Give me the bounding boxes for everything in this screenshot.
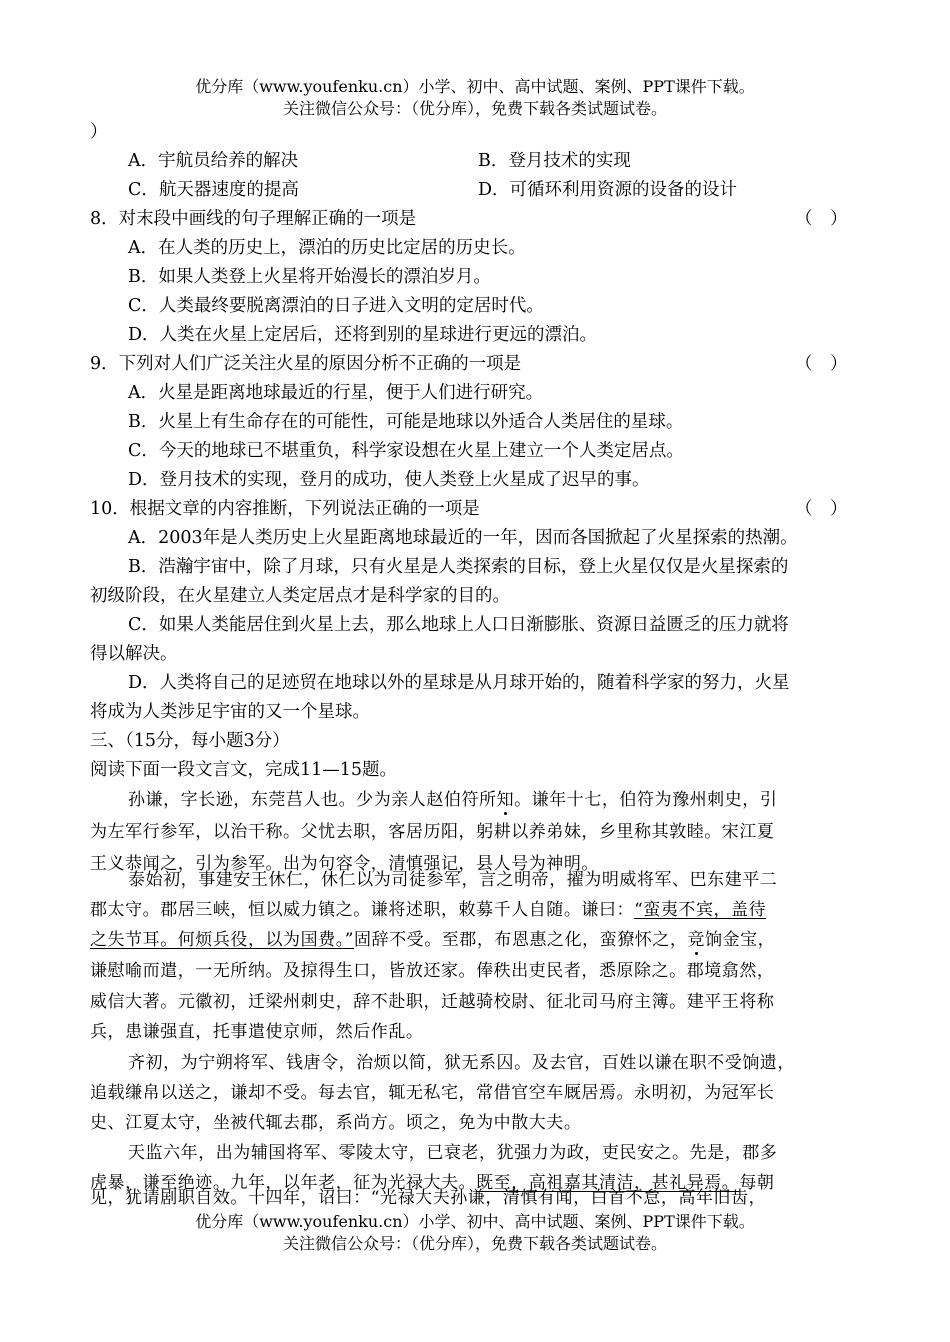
passage-p4-line-3: 见，犹请剧职自效。十四年，诏曰：“光禄大夫孙谦，清慎有闻，白首不怠，高年旧齿， bbox=[90, 1188, 767, 1208]
q8-stem: 8．对末段中画线的句子理解正确的一项是 bbox=[90, 209, 417, 229]
passage-p1-line-2: 为左军行参军，以治干称。父忧去职，客居历阳，躬耕以养弟妹，乡里称其敦睦。宋江夏 bbox=[90, 822, 775, 842]
passage-p2-line-1: 泰始初，事建安王休仁，休仁以为司徒参军，言之明帝，擢为明威将军、巴东建平二 bbox=[128, 870, 778, 890]
q9-answer-paren: （ ） bbox=[795, 354, 848, 374]
q9-option-b: B．火星上有生命存在的可能性，可能是地球以外适合人类居住的星球。 bbox=[128, 412, 684, 432]
passage-p4-line-2: 虎暴，谦至绝迹。九年，以年老，征为光禄大夫。既至，高祖嘉其清洁，甚礼异焉。每朝 bbox=[90, 1173, 775, 1193]
passage-p3-line-2: 追载缣帛以送之，谦却不受。每去官，辄无私宅，常借官空车厩居焉。永明初，为冠军长 bbox=[90, 1083, 775, 1103]
dotted-word-zhi: 知 bbox=[496, 790, 515, 810]
q8-answer-paren: （ ） bbox=[795, 209, 848, 229]
q9-option-a: A．火星是距离地球最近的行星，便于人们进行研究。 bbox=[128, 383, 544, 403]
q9-stem: 9．下列对人们广泛关注火星的原因分析不正确的一项是 bbox=[90, 354, 522, 374]
q9-option-d: D．登月技术的实现，登月的成功，使人类登上火星成了迟早的事。 bbox=[128, 470, 650, 490]
q10-option-d-line-1: D．人类将自己的足迹贸在地球以外的星球是从月球开始的，随着科学家的努力，火星 bbox=[128, 673, 790, 693]
passage-p1-line-1: 孙谦，字长逊，东莞莒人也。少为亲人赵伯符所知。谦年十七，伯符为豫州刺史，引 bbox=[128, 790, 778, 810]
footer-line-2: 关注微信公众号：（优分库），免费下载各类试题试卷。 bbox=[282, 1234, 667, 1253]
q8-option-a: A．在人类的历史上，漂泊的历史比定居的历史长。 bbox=[128, 238, 526, 258]
q10-option-c-line-2: 得以解决。 bbox=[90, 644, 178, 664]
q7-option-b: B．登月技术的实现 bbox=[478, 151, 631, 171]
q7-option-d: D．可循环利用资源的设备的设计 bbox=[478, 180, 738, 200]
q10-option-a: A．2003年是人类历史上火星距离地球最近的一年，因而各国掀起了火星探索的热潮。 bbox=[128, 528, 798, 548]
passage-p1-line-3: 王义恭闻之，引为参军。出为句容令，清慎强记，县人号为神明。 bbox=[90, 854, 599, 874]
q10-option-b-line-2: 初级阶段，在火星建立人类定居点才是科学家的目的。 bbox=[90, 586, 510, 606]
q7-option-c: C．航天器速度的提高 bbox=[128, 180, 299, 200]
q10-option-b-line-1: B．浩瀚宇宙中，除了月球，只有火星是人类探索的目标，登上火星仅仅是火星探索的 bbox=[128, 557, 789, 577]
passage-p2-line-4: 谦慰喻而遣，一无所纳。及掠得生口，皆放还家。俸秩出吏民者，悉原除之。郡境翕然， bbox=[90, 961, 775, 981]
dotted-word-jing: 竞 bbox=[687, 930, 706, 950]
q10-option-d-line-2: 将成为人类涉足宇宙的又一个星球。 bbox=[90, 702, 370, 722]
q9-option-c: C．今天的地球已不堪重负，科学家设想在火星上建立一个人类定居点。 bbox=[128, 441, 684, 461]
q10-option-c-line-1: C．如果人类能居住到火星上去，那么地球上人口日渐膨胀、资源日益匮乏的压力就将 bbox=[128, 615, 789, 635]
header-line-2: 关注微信公众号：（优分库），免费下载各类试题试卷。 bbox=[282, 99, 667, 118]
q8-option-d: D．人类在火星上定居后，还将到别的星球进行更远的漂泊。 bbox=[128, 325, 598, 345]
passage-p2-line-6: 兵，患谦强直，托事遣使京师，然后作乱。 bbox=[90, 1022, 424, 1042]
passage-p2-line-3: 之失节耳。何烦兵役，以为国费。”固辞不受。至郡，布恩惠之化，蛮獠怀之，竞饷金宝， bbox=[90, 930, 776, 950]
passage-p3-line-1: 齐初，为宁朔将军、钱唐令，治烦以简，狱无系囚。及去官，百姓以谦在职不受饷遗， bbox=[128, 1053, 795, 1073]
q10-answer-paren: （ ） bbox=[795, 499, 848, 519]
q8-option-c: C．人类最终要脱离漂泊的日子进入文明的定居时代。 bbox=[128, 296, 544, 316]
q7-lead: ） bbox=[90, 122, 108, 142]
section-3-instruction: 阅读下面一段文言文，完成11—15题。 bbox=[90, 760, 398, 780]
header-line-1: 优分库（www.youfenku.cn）小学、初中、高中试题、案例、PPT课件下载。 bbox=[195, 77, 755, 96]
passage-p2-line-2: 郡太守。郡居三峡，恒以威力镇之。谦将述职，敕募千人自随。谦曰：“蛮夷不宾，盖待 bbox=[90, 900, 767, 920]
q10-stem: 10．根据文章的内容推断，下列说法正确的一项是 bbox=[90, 499, 480, 519]
footer-line-1: 优分库（www.youfenku.cn）小学、初中、高中试题、案例、PPT课件下载。 bbox=[195, 1212, 755, 1231]
underlined-sentence-1b: 之失节耳。何烦兵役，以为国费。” bbox=[90, 930, 354, 950]
passage-p4-line-1: 天监六年，出为辅国将军、零陵太守，已衰老，犹强力为政，吏民安之。先是，郡多 bbox=[128, 1143, 778, 1163]
section-3-title: 三、（15分，每小题3分） bbox=[90, 731, 290, 751]
passage-p2-line-5: 威信大著。元徽初，迁梁州刺史，辞不赴职，迁越骑校尉、征北司马府主簿。建平王将称 bbox=[90, 992, 775, 1012]
q7-option-a: A．宇航员给养的解决 bbox=[128, 151, 299, 171]
underlined-sentence-1a: “蛮夷不宾，盖待 bbox=[634, 900, 767, 920]
passage-p3-line-3: 史、江夏太守，坐被代辄去郡，系尚方。顷之，免为中散大夫。 bbox=[90, 1113, 582, 1133]
underlined-sentence-2: 既至，高祖嘉其清洁，甚礼异焉。 bbox=[476, 1173, 740, 1193]
q8-option-b: B．如果人类登上火星将开始漫长的漂泊岁月。 bbox=[128, 267, 491, 287]
